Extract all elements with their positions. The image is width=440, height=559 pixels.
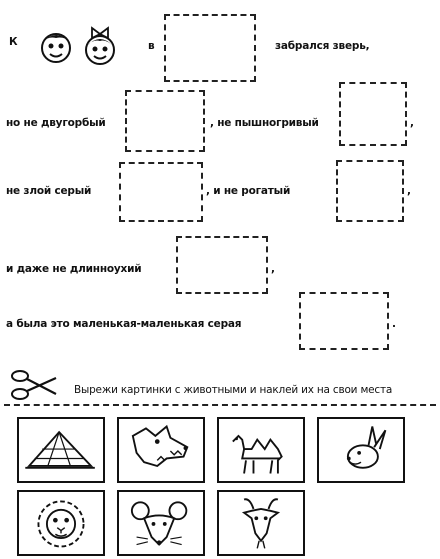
- hare-icon: [317, 417, 405, 483]
- text-preposition: в: [148, 40, 155, 52]
- lion-icon: [17, 490, 105, 556]
- text-line4-end: ,: [271, 263, 275, 275]
- goat-icon: [217, 490, 305, 556]
- camel-icon: [217, 417, 305, 483]
- text-line5-end: .: [392, 318, 396, 330]
- paste-slot-3: [339, 82, 407, 146]
- text-line3-end: ,: [407, 185, 411, 197]
- mouse-icon: [117, 490, 205, 556]
- text-line2-mid: , не пышногривый: [210, 117, 319, 129]
- text-line3-start: не злой серый: [6, 185, 92, 197]
- wolf-icon: [117, 417, 205, 483]
- instruction-text: Вырежи картинки с животными и наклей их на свои места: [74, 384, 393, 396]
- paste-slot-4: [119, 162, 203, 222]
- text-line5-start: а была это маленькая-маленькая серая: [6, 318, 242, 330]
- text-prefix: К: [9, 36, 18, 48]
- paste-slot-7: [299, 292, 389, 350]
- text-line4-start: и даже не длинноухий: [6, 263, 142, 275]
- text-line2-start: но не двугорбый: [6, 117, 106, 129]
- scissors-icon: [8, 368, 58, 406]
- paste-slot-5: [336, 160, 404, 222]
- text-line2-end: ,: [410, 117, 414, 129]
- text-line3-mid: , и не рогатый: [206, 185, 291, 197]
- text-line1-end: забрался зверь,: [275, 40, 370, 52]
- two-children-faces-icon: [34, 24, 126, 68]
- tent-icon: [17, 417, 105, 483]
- cut-line-divider: [4, 404, 436, 406]
- paste-slot-2: [125, 90, 205, 152]
- paste-slot-1: [164, 14, 256, 82]
- paste-slot-6: [176, 236, 268, 294]
